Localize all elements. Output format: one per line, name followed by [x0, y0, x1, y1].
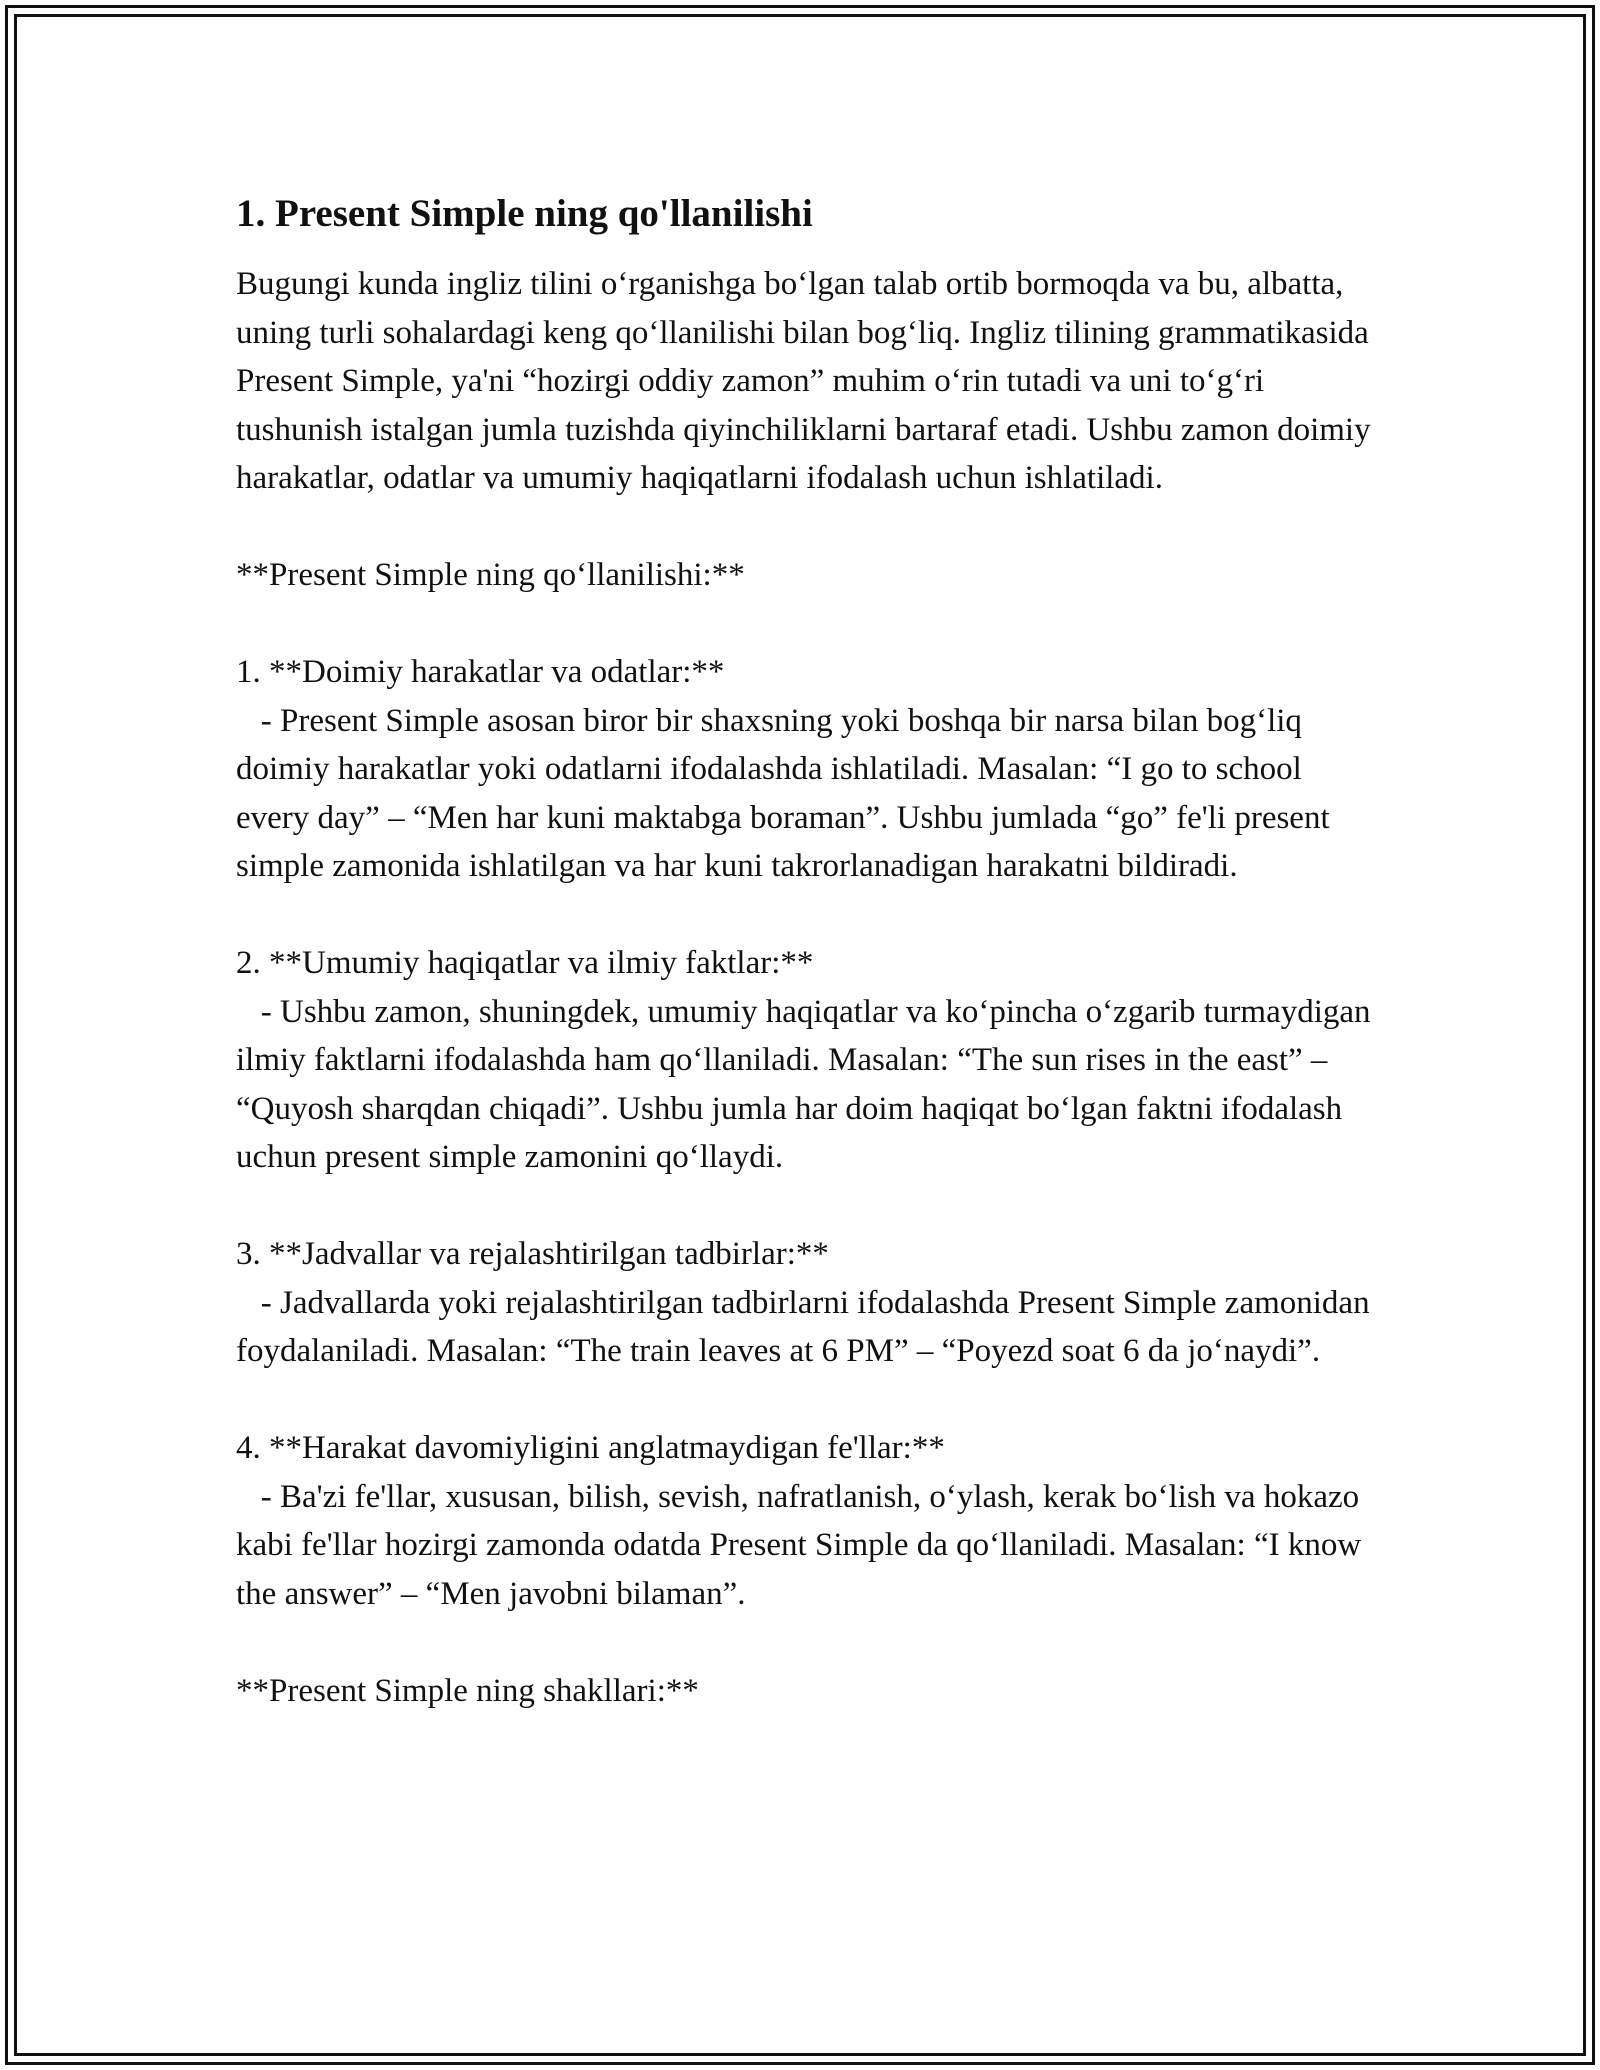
paragraph-gap — [236, 1182, 1376, 1231]
forms-heading: **Present Simple ning shakllari:** — [236, 1672, 699, 1709]
item-3-heading: 3. **Jadvallar va rejalashtirilgan tadbirlar:** — [236, 1236, 829, 1272]
item-1-body: - Present Simple asosan biror bir shaxsning yoki boshqa bir narsa bilan bog‘liq doimiy harakatlar yoki odatlarni ifodalashda ishlatiladi. Masalan: “I go to school every day” – “Men har kuni maktabga boraman”. Ushbu jumlada “go” fe'li present simple zamonida ishlatilgan va har kuni takrorlanadigan harakatni bildiradi. — [236, 702, 1338, 884]
document-title: 1. Present Simple ning qo'llanilishi — [236, 192, 813, 235]
item-4-body: - Ba'zi fe'llar, xususan, bilish, sevish, nafratlanish, o‘ylash, kerak bo‘lish va hokazo kabi fe'llar hozirgi zamonda odatda Present Simple da qo‘llaniladi. Masalan: “I know the answer” – “Men javobni bilaman”. — [236, 1478, 1370, 1612]
item-3-body: - Jadvallarda yoki rejalashtirilgan tadbirlarni ifodalashda Present Simple zamonidan foydalaniladi. Masalan: “The train leaves at 6 PM” – “Poyezd soat 6 da jo‘naydi”. — [236, 1284, 1378, 1369]
item-2-body: - Ushbu zamon, shuningdek, umumiy haqiqatlar va ko‘pincha o‘zgarib turmaydigan ilmiy faktlarni ifodalashda ham qo‘llaniladi. Masalan: “The sun rises in the east” – “Quyosh sharqdan chiqadi”. Ushbu jumla har doim haqiqat bo‘lgan faktni ifodalash uchun present simple zamonini qo‘llaydi. — [236, 993, 1379, 1175]
intro-paragraph: Bugungi kunda ingliz tilini o‘rganishga bo‘lgan talab ortib bormoqda va bu, albatta, uning turli sohalardagi keng qo‘llanilishi bilan bog‘liq. Ingliz tilining grammatikasida Present Simple, ya'ni “hozirgi oddiy zamon” muhim o‘rin tutadi va uni to‘g‘ri tushunish istalgan jumla tuzishda qiyinchiliklarni bartaraf etadi. Ushbu zamon doimiy harakatlar, odatlar va umumiy haqiqatlarni ifodalash uchun ishlatiladi. — [236, 266, 1379, 496]
document-body — [236, 188, 1379, 1715]
usage-heading: **Present Simple ning qo‘llanilishi:** — [236, 557, 745, 593]
paragraph-gap — [236, 503, 1376, 552]
item-1-heading: 1. **Doimiy harakatlar va odatlar:** — [236, 654, 725, 690]
item-4-heading: 4. **Harakat davomiyligini anglatmaydigan fe'llar:** — [236, 1430, 945, 1466]
paragraph-gap — [236, 600, 1376, 649]
paragraph-gap — [236, 891, 1376, 940]
paragraph-gap — [236, 1376, 1376, 1425]
item-2-heading: 2. **Umumiy haqiqatlar va ilmiy faktlar:** — [236, 945, 814, 981]
paragraph-gap — [236, 1618, 1376, 1667]
